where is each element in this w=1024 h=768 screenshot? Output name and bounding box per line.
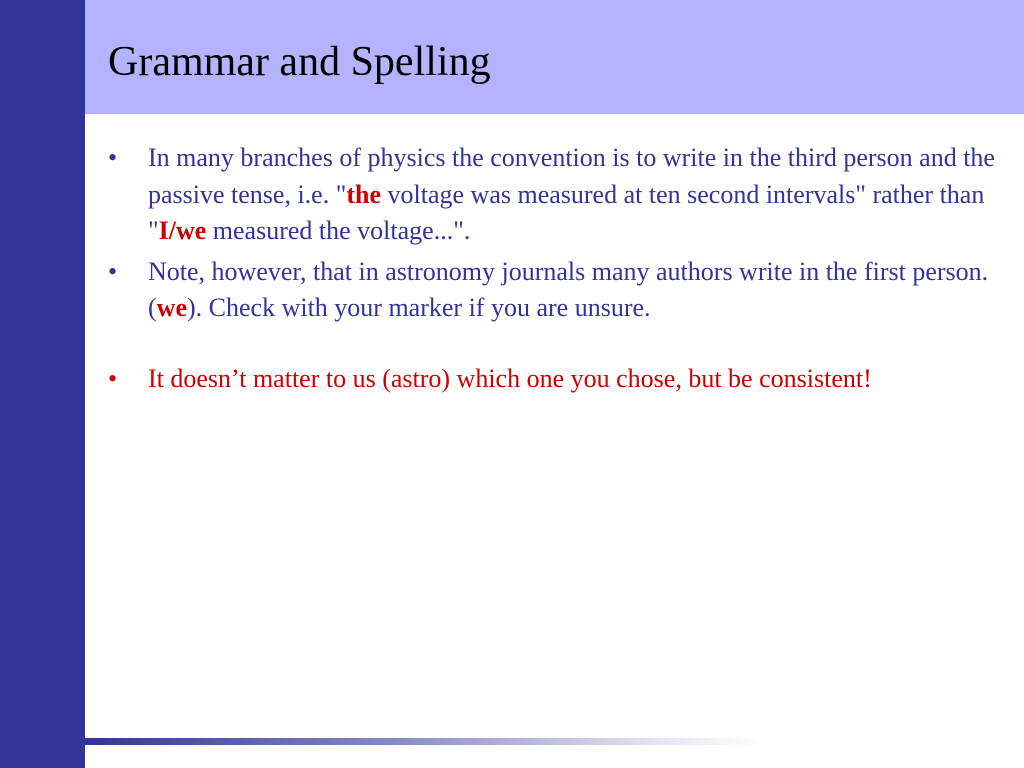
text-segment: measured the voltage...". <box>206 216 471 245</box>
bullet-item-astronomy <box>108 254 1018 327</box>
bullet-marker: • <box>108 143 118 172</box>
bullet-text: It doesn’t matter to us (astro) which one you chose, but be consistent! <box>148 363 872 393</box>
bullet-item-convention <box>108 140 1018 250</box>
bullet-text <box>148 257 988 323</box>
emphasis-i-we: I/we <box>158 216 207 245</box>
bullet-marker: • <box>108 363 118 393</box>
left-accent-bar <box>0 0 85 768</box>
slide-body <box>108 140 1018 401</box>
emphasis-the: the <box>346 179 382 209</box>
text-segment: In many branches of physics the convention is to write in the third person and the passive tense, i.e. " <box>148 143 995 209</box>
emphasis-we: we <box>156 293 187 322</box>
bullet-marker: • <box>108 256 118 286</box>
text-segment: ). Check with your marker if you are unsure. <box>187 293 651 322</box>
text-segment: Note, however, that in astronomy journals many authors write in the first person. ( <box>148 256 989 322</box>
bullet-item-consistency <box>108 361 1018 398</box>
footer-gradient-rule <box>85 738 765 745</box>
bullet-text <box>148 143 995 245</box>
slide-title: Grammar and Spelling <box>108 39 491 85</box>
text-segment: voltage was measured at ten second intervals" rather than " <box>148 179 985 245</box>
